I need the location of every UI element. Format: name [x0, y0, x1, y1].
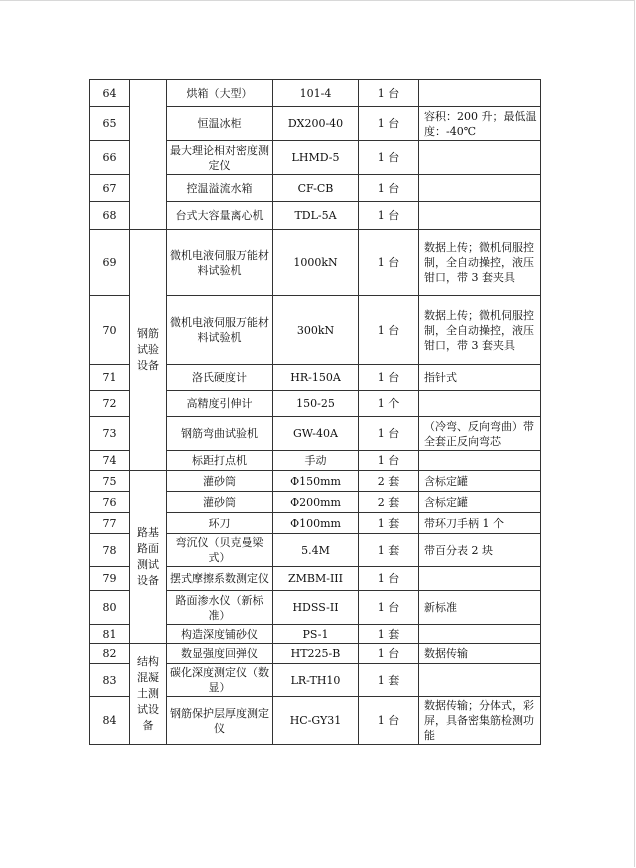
- equipment-name-cell: 最大理论相对密度测定仪: [167, 141, 273, 175]
- quantity-cell: 1 台: [359, 175, 419, 202]
- equipment-name-cell: 标距打点机: [167, 451, 273, 471]
- remark-cell: 带环刀手柄 1 个: [419, 513, 541, 534]
- quantity-cell: 1 台: [359, 697, 419, 745]
- remark-cell: [419, 80, 541, 107]
- remark-cell: 数据上传；微机伺服控制，全自动操控，液压钳口，带 3 套夹具: [419, 296, 541, 365]
- row-number-cell: 73: [90, 417, 130, 451]
- remark-cell: 含标定罐: [419, 492, 541, 513]
- equipment-name-cell: 环刀: [167, 513, 273, 534]
- remark-cell: 新标准: [419, 591, 541, 625]
- row-number-cell: 69: [90, 230, 130, 296]
- row-number-cell: 67: [90, 175, 130, 202]
- equipment-name-cell: 烘箱（大型）: [167, 80, 273, 107]
- model-cell: 手动: [273, 451, 359, 471]
- model-cell: ZMBM-III: [273, 567, 359, 591]
- row-number-cell: 82: [90, 644, 130, 664]
- remark-cell: 指针式: [419, 365, 541, 391]
- row-number-cell: 68: [90, 202, 130, 230]
- row-number-cell: 80: [90, 591, 130, 625]
- row-number-cell: 78: [90, 534, 130, 567]
- remark-cell: [419, 664, 541, 697]
- model-cell: 5.4M: [273, 534, 359, 567]
- equipment-name-cell: 钢筋保护层厚度测定仪: [167, 697, 273, 745]
- model-cell: 150-25: [273, 391, 359, 417]
- model-cell: HC-GY31: [273, 697, 359, 745]
- remark-cell: [419, 391, 541, 417]
- quantity-cell: 1 套: [359, 534, 419, 567]
- row-number-cell: 64: [90, 80, 130, 107]
- equipment-name-cell: 微机电液伺服万能材料试验机: [167, 296, 273, 365]
- table-row: [90, 471, 541, 492]
- model-cell: 101-4: [273, 80, 359, 107]
- model-cell: 300kN: [273, 296, 359, 365]
- remark-cell: 数据上传；微机伺服控制，全自动操控，液压钳口，带 3 套夹具: [419, 230, 541, 296]
- row-number-cell: 75: [90, 471, 130, 492]
- model-cell: HT225-B: [273, 644, 359, 664]
- quantity-cell: 1 台: [359, 296, 419, 365]
- quantity-cell: 1 台: [359, 567, 419, 591]
- row-number-cell: 72: [90, 391, 130, 417]
- equipment-table: [89, 79, 541, 745]
- equipment-name-cell: 灌砂筒: [167, 471, 273, 492]
- category-cell: 钢筋试验设备: [130, 230, 167, 471]
- equipment-name-cell: 碳化深度测定仪（数显）: [167, 664, 273, 697]
- equipment-name-cell: 构造深度铺砂仪: [167, 625, 273, 644]
- table-row: [90, 230, 541, 296]
- quantity-cell: 1 台: [359, 591, 419, 625]
- model-cell: LHMD-5: [273, 141, 359, 175]
- row-number-cell: 65: [90, 107, 130, 141]
- quantity-cell: 1 台: [359, 107, 419, 141]
- remark-cell: [419, 202, 541, 230]
- category-cell: [130, 80, 167, 230]
- quantity-cell: 1 台: [359, 417, 419, 451]
- model-cell: Φ100mm: [273, 513, 359, 534]
- row-number-cell: 70: [90, 296, 130, 365]
- quantity-cell: 1 台: [359, 80, 419, 107]
- equipment-name-cell: 数显强度回弹仪: [167, 644, 273, 664]
- model-cell: HDSS-II: [273, 591, 359, 625]
- quantity-cell: 1 台: [359, 202, 419, 230]
- remark-cell: [419, 141, 541, 175]
- model-cell: Φ200mm: [273, 492, 359, 513]
- remark-cell: [419, 175, 541, 202]
- row-number-cell: 66: [90, 141, 130, 175]
- remark-cell: [419, 451, 541, 471]
- quantity-cell: 1 套: [359, 513, 419, 534]
- equipment-name-cell: 高精度引伸计: [167, 391, 273, 417]
- table-row: [90, 80, 541, 107]
- quantity-cell: 1 台: [359, 141, 419, 175]
- remark-cell: [419, 625, 541, 644]
- quantity-cell: 2 套: [359, 471, 419, 492]
- table-row: [90, 644, 541, 664]
- row-number-cell: 77: [90, 513, 130, 534]
- quantity-cell: 1 套: [359, 625, 419, 644]
- quantity-cell: 1 台: [359, 451, 419, 471]
- model-cell: DX200-40: [273, 107, 359, 141]
- equipment-name-cell: 摆式摩擦系数测定仪: [167, 567, 273, 591]
- model-cell: GW-40A: [273, 417, 359, 451]
- model-cell: CF-CB: [273, 175, 359, 202]
- model-cell: HR-150A: [273, 365, 359, 391]
- remark-cell: （冷弯、反向弯曲）带全套正反向弯芯: [419, 417, 541, 451]
- equipment-name-cell: 控温溢流水箱: [167, 175, 273, 202]
- quantity-cell: 1 台: [359, 365, 419, 391]
- row-number-cell: 83: [90, 664, 130, 697]
- equipment-name-cell: 洛氏硬度计: [167, 365, 273, 391]
- remark-cell: 数据传输: [419, 644, 541, 664]
- equipment-name-cell: 台式大容量离心机: [167, 202, 273, 230]
- row-number-cell: 71: [90, 365, 130, 391]
- remark-cell: 带百分表 2 块: [419, 534, 541, 567]
- equipment-table-body: [90, 80, 541, 745]
- equipment-name-cell: 灌砂筒: [167, 492, 273, 513]
- model-cell: 1000kN: [273, 230, 359, 296]
- quantity-cell: 2 套: [359, 492, 419, 513]
- row-number-cell: 84: [90, 697, 130, 745]
- row-number-cell: 76: [90, 492, 130, 513]
- remark-cell: 含标定罐: [419, 471, 541, 492]
- remark-cell: [419, 567, 541, 591]
- row-number-cell: 74: [90, 451, 130, 471]
- model-cell: TDL-5A: [273, 202, 359, 230]
- row-number-cell: 79: [90, 567, 130, 591]
- model-cell: PS-1: [273, 625, 359, 644]
- quantity-cell: 1 台: [359, 644, 419, 664]
- category-cell: 结构混凝土测试设备: [130, 644, 167, 745]
- model-cell: LR-TH10: [273, 664, 359, 697]
- remark-cell: 数据传输；分体式，彩屏，具备密集筋检测功能: [419, 697, 541, 745]
- equipment-name-cell: 路面渗水仪（新标准）: [167, 591, 273, 625]
- remark-cell: 容积：200 升；最低温度：-40℃: [419, 107, 541, 141]
- model-cell: Φ150mm: [273, 471, 359, 492]
- row-number-cell: 81: [90, 625, 130, 644]
- quantity-cell: 1 个: [359, 391, 419, 417]
- equipment-name-cell: 微机电液伺服万能材料试验机: [167, 230, 273, 296]
- category-cell: 路基路面测试设备: [130, 471, 167, 644]
- equipment-name-cell: 钢筋弯曲试验机: [167, 417, 273, 451]
- quantity-cell: 1 套: [359, 664, 419, 697]
- equipment-name-cell: 弯沉仪（贝克曼梁式）: [167, 534, 273, 567]
- quantity-cell: 1 台: [359, 230, 419, 296]
- equipment-name-cell: 恒温冰柜: [167, 107, 273, 141]
